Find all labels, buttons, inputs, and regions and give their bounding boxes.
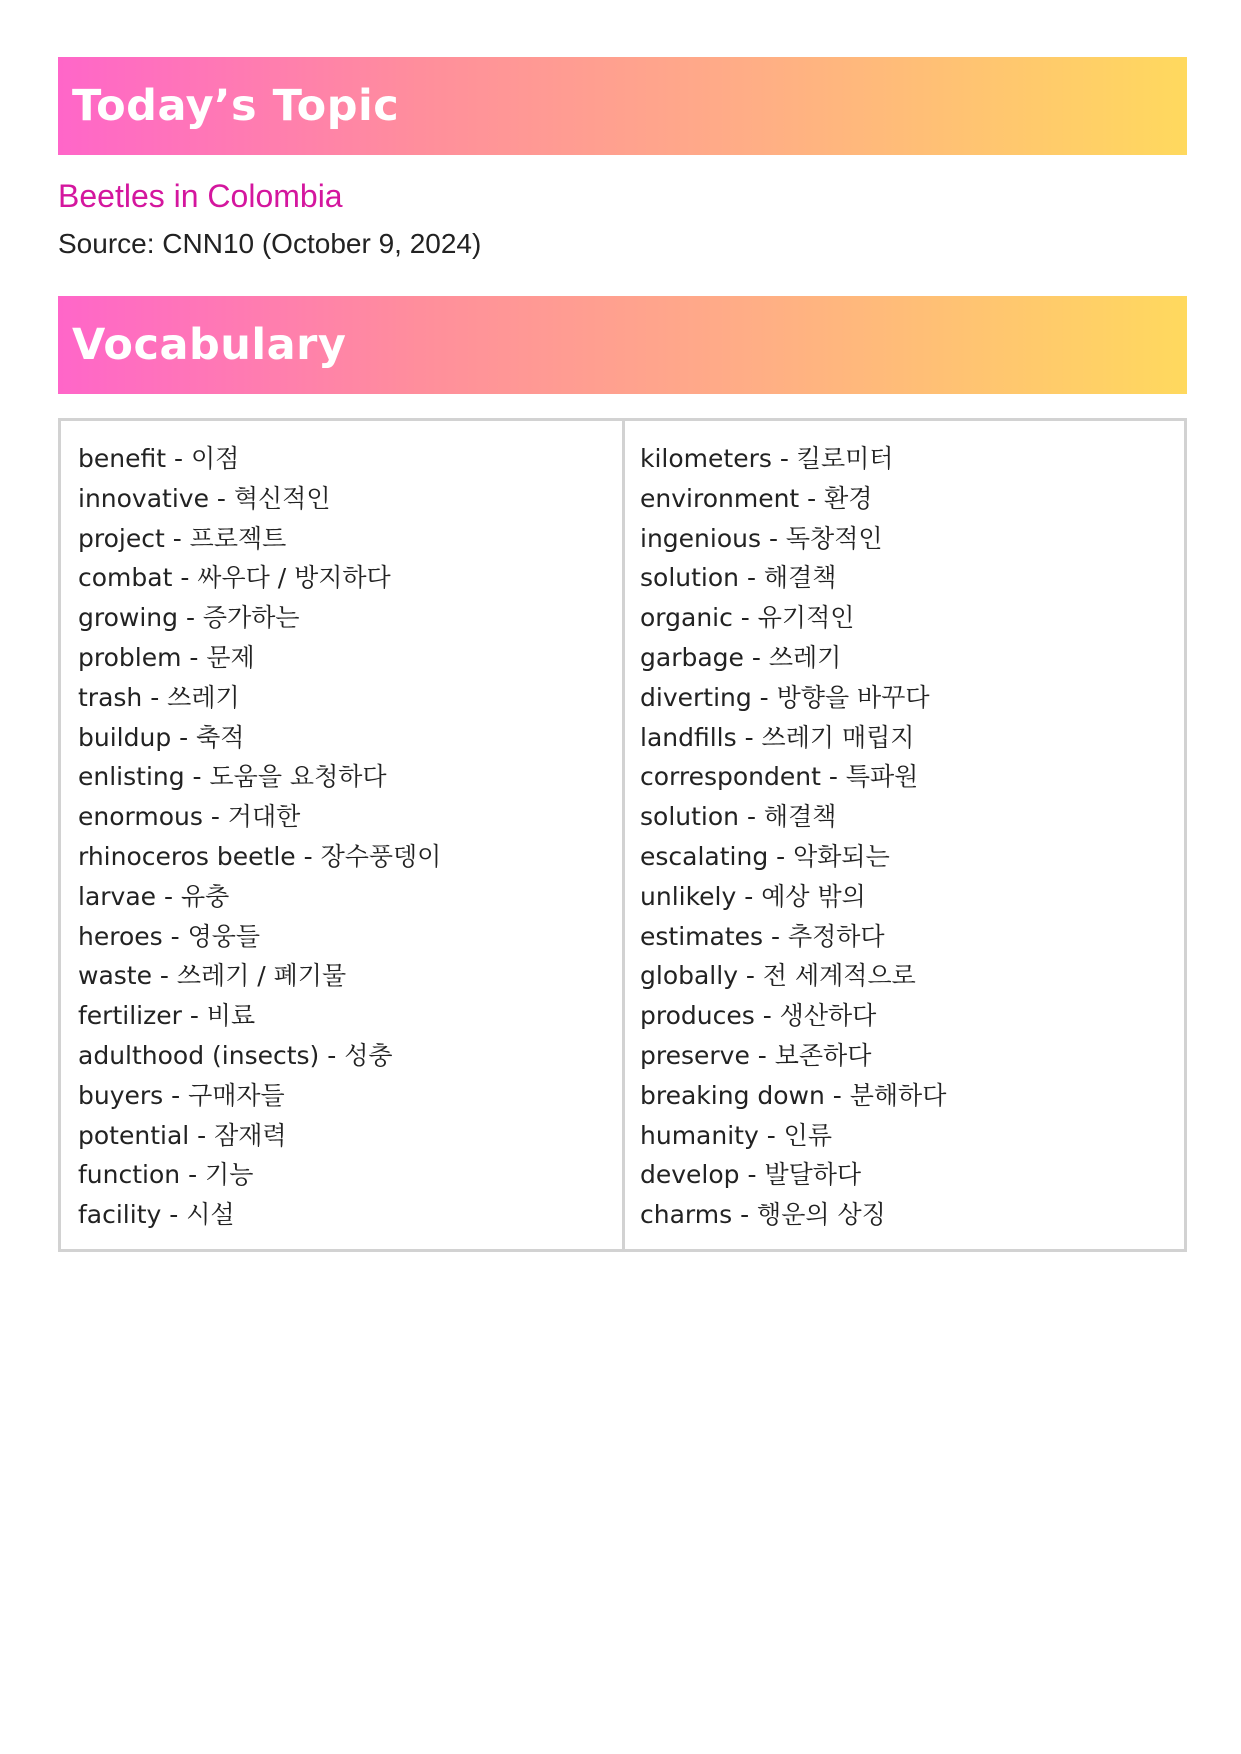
vocabulary-item: enlisting - 도움을 요청하다 (78, 762, 387, 792)
vocabulary-heading: Vocabulary (58, 296, 1187, 394)
vocabulary-item: adulthood (insects) - 성충 (78, 1040, 393, 1070)
vocabulary-item: trash - 쓰레기 (78, 682, 240, 712)
vocabulary-column-right (625, 421, 1184, 1249)
vocabulary-item: preserve - 보존하다 (640, 1040, 872, 1070)
vocabulary-item: function - 기능 (78, 1160, 254, 1190)
vocabulary-item: diverting - 방향을 바꾸다 (640, 682, 930, 712)
vocabulary-item: buildup - 축적 (78, 722, 245, 752)
vocabulary-item: benefit - 이점 (78, 444, 240, 473)
vocabulary-item: problem - 문제 (78, 642, 255, 672)
vocabulary-column-left (61, 421, 625, 1249)
topic-source: Source: CNN10 (October 9, 2024) (58, 228, 482, 259)
vocabulary-item: facility - 시설 (78, 1200, 235, 1230)
vocabulary-item: waste - 쓰레기 / 폐기물 (78, 961, 347, 991)
vocabulary-item: combat - 싸우다 / 방지하다 (78, 563, 391, 593)
vocabulary-item: organic - 유기적인 (640, 603, 855, 633)
vocabulary-item: correspondent - 특파원 (640, 762, 919, 792)
topic-title: Beetles in Colombia (58, 178, 343, 214)
vocabulary-item: produces - 생산하다 (640, 1001, 877, 1031)
vocabulary-item: estimates - 추정하다 (640, 921, 885, 951)
vocabulary-item: globally - 전 세계적으로 (640, 961, 916, 991)
vocabulary-item: innovative - 혁신적인 (78, 483, 331, 513)
vocabulary-item: breaking down - 분해하다 (640, 1080, 947, 1110)
vocabulary-item: kilometers - 킬로미터 (640, 444, 894, 473)
vocabulary-item: escalating - 악화되는 (640, 841, 890, 871)
vocabulary-item: charms - 행운의 상징 (640, 1200, 886, 1230)
vocabulary-item: ingenious - 독창적인 (640, 523, 883, 553)
vocabulary-item: solution - 해결책 (640, 802, 837, 832)
vocabulary-item: rhinoceros beetle - 장수풍뎅이 (78, 841, 442, 871)
vocabulary-table (58, 418, 1187, 1252)
vocabulary-item: landfills - 쓰레기 매립지 (640, 722, 915, 752)
vocabulary-item: enormous - 거대한 (78, 802, 301, 832)
vocabulary-item: fertilizer - 비료 (78, 1001, 256, 1031)
vocabulary-item: larvae - 유충 (78, 881, 230, 911)
vocabulary-item: solution - 해결책 (640, 563, 837, 593)
todays-topic-heading: Today’s Topic (58, 57, 1187, 155)
vocabulary-item: buyers - 구매자들 (78, 1080, 285, 1110)
vocabulary-item: unlikely - 예상 밖의 (640, 881, 866, 911)
vocabulary-item: develop - 발달하다 (640, 1160, 862, 1190)
vocabulary-item: environment - 환경 (640, 483, 873, 513)
vocabulary-item: potential - 잠재력 (78, 1120, 287, 1150)
vocabulary-item: growing - 증가하는 (78, 603, 300, 633)
vocabulary-item: project - 프로젝트 (78, 523, 287, 553)
vocabulary-item: heroes - 영웅들 (78, 921, 261, 951)
vocabulary-item: garbage - 쓰레기 (640, 642, 842, 672)
vocabulary-item: humanity - 인류 (640, 1120, 832, 1150)
